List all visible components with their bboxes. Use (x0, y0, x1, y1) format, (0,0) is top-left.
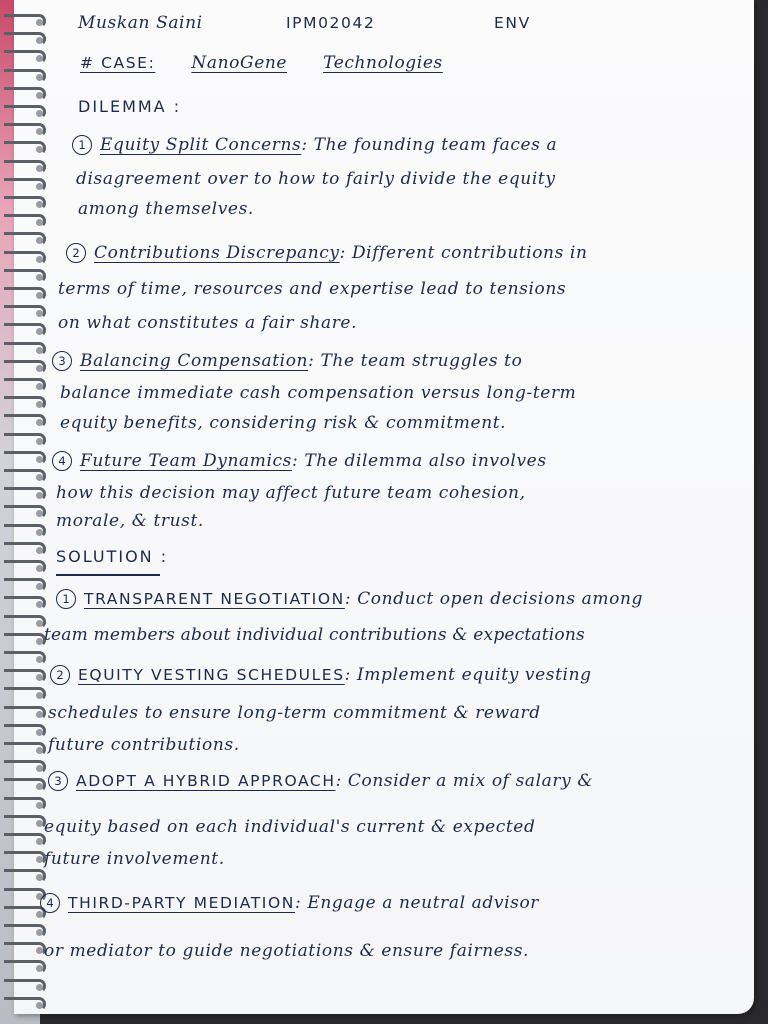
solution-heading-underline (56, 574, 160, 576)
punch-hole (36, 565, 43, 572)
dilemma-item-3-line-1 (52, 350, 522, 372)
dilemma-item-1-title: Equity Split Concerns (100, 135, 302, 155)
solution-item-3-sep: : (335, 771, 342, 791)
dilemma-item-3-number: 3 (52, 351, 72, 371)
solution-heading: SOLUTION : (56, 547, 169, 566)
solution-item-3-text-3: future involvement. (44, 849, 225, 869)
punch-hole (36, 547, 43, 554)
company-name-part2: Technologies (323, 53, 443, 73)
punch-hole (36, 274, 43, 281)
solution-item-2-number: 2 (50, 665, 70, 685)
punch-hole (36, 256, 43, 263)
dilemma-item-1-number: 1 (72, 135, 92, 155)
punch-hole (36, 729, 43, 736)
solution-item-2-text-1: Implement equity vesting (356, 665, 592, 685)
dilemma-item-1-text-1: The founding team faces a (313, 135, 558, 155)
solution-item-3-title: ADOPT A HYBRID APPROACH (76, 772, 336, 790)
solution-item-4-sep: : (294, 893, 302, 913)
dilemma-item-4-title: Future Team Dynamics (80, 451, 292, 471)
solution-item-4-number: 4 (40, 893, 60, 913)
solution-item-4-title: THIRD-PARTY MEDIATION (68, 894, 295, 912)
dilemma-item-4-text-3: morale, & trust. (56, 511, 204, 531)
solution-item-3-line-1 (48, 770, 593, 792)
punch-hole (36, 201, 43, 208)
spiral-binding (0, 0, 54, 1024)
dilemma-item-1-line-1 (72, 134, 557, 156)
dilemma-item-4-number: 4 (52, 451, 72, 471)
solution-item-4-text-2: or mediator to guide negotiations & ensure fairness. (44, 941, 530, 961)
dilemma-item-3-text-2: balance immediate cash compensation versus long-term (60, 383, 577, 403)
dilemma-item-4-sep: : (291, 451, 299, 471)
dilemma-item-4-text-1: The dilemma also involves (304, 451, 547, 471)
punch-hole (36, 820, 43, 827)
punch-hole (36, 656, 43, 663)
solution-item-1-title: TRANSPARENT NEGOTIATION (84, 590, 345, 608)
dilemma-item-2-text-1: Different contributions in (351, 243, 588, 263)
subject-code: ENV (494, 14, 531, 32)
company-name-part1: NanoGene (191, 53, 288, 73)
dilemma-item-2-sep: : (339, 243, 346, 263)
solution-item-3-number: 3 (48, 771, 68, 791)
dilemma-item-3-text-1: The team struggles to (320, 351, 523, 371)
punch-hole (36, 383, 43, 390)
solution-item-4-text-1: Engage a neutral advisor (307, 893, 540, 913)
punch-hole (36, 292, 43, 299)
solution-item-2-text-2: schedules to ensure long-term commitment & reward (48, 703, 541, 723)
dilemma-item-3-title: Balancing Compensation (80, 351, 309, 371)
punch-hole (36, 183, 43, 190)
solution-item-1-text-1: Conduct open decisions among (357, 589, 643, 609)
punch-hole (36, 74, 43, 81)
solution-item-3-text-1: Consider a mix of salary & (347, 771, 594, 791)
dilemma-item-1-text-3: among themselves. (78, 199, 254, 219)
dilemma-item-2-text-2: terms of time, resources and expertise lead to tensions (58, 279, 567, 299)
dilemma-item-4-text-2: how this decision may affect future team cohesion, (56, 483, 526, 503)
solution-item-2-title: EQUITY VESTING SCHEDULES (78, 666, 345, 684)
roll-number: IPM02042 (286, 14, 376, 32)
solution-item-4-line-1 (40, 892, 539, 914)
dilemma-item-4-line-1 (52, 450, 547, 472)
dilemma-item-2-number: 2 (66, 243, 86, 263)
dilemma-item-2-line-1 (66, 242, 588, 264)
case-prefix: # CASE: (80, 54, 156, 72)
punch-hole (36, 474, 43, 481)
punch-hole (36, 347, 43, 354)
dilemma-item-3-text-3: equity benefits, considering risk & commitment. (60, 413, 507, 433)
punch-hole (36, 1002, 43, 1009)
punch-hole (36, 838, 43, 845)
punch-hole (36, 365, 43, 372)
case-title (80, 52, 443, 74)
solution-item-1-number: 1 (56, 589, 76, 609)
punch-hole (36, 929, 43, 936)
punch-hole (36, 711, 43, 718)
solution-item-2-sep: : (344, 665, 351, 685)
punch-hole (36, 438, 43, 445)
student-name: Muskan Saini (78, 13, 203, 33)
dilemma-item-2-title: Contributions Discrepancy (94, 243, 340, 263)
punch-hole (36, 456, 43, 463)
dilemma-item-1-sep: : (301, 135, 308, 155)
punch-hole (36, 110, 43, 117)
punch-hole (36, 165, 43, 172)
solution-item-1-line-1 (56, 588, 643, 610)
dilemma-heading: DILEMMA : (78, 97, 182, 116)
punch-hole (36, 92, 43, 99)
solution-item-2-line-1 (50, 664, 592, 686)
punch-hole (36, 620, 43, 627)
dilemma-item-2-text-3: on what constitutes a fair share. (58, 313, 358, 333)
solution-item-1-text-2: team members about individual contributions & expectations (44, 625, 585, 645)
punch-hole (36, 747, 43, 754)
punch-hole (36, 802, 43, 809)
dilemma-item-3-sep: : (308, 351, 315, 371)
solution-item-2-text-3: future contributions. (48, 735, 240, 755)
punch-hole (36, 19, 43, 26)
punch-hole (36, 984, 43, 991)
solution-item-1-sep: : (344, 589, 352, 609)
dilemma-item-1-text-2: disagreement over to how to fairly divide the equity (76, 169, 556, 189)
punch-hole (36, 638, 43, 645)
punch-hole (36, 529, 43, 536)
solution-item-3-text-2: equity based on each individual's current & expected (44, 817, 536, 837)
